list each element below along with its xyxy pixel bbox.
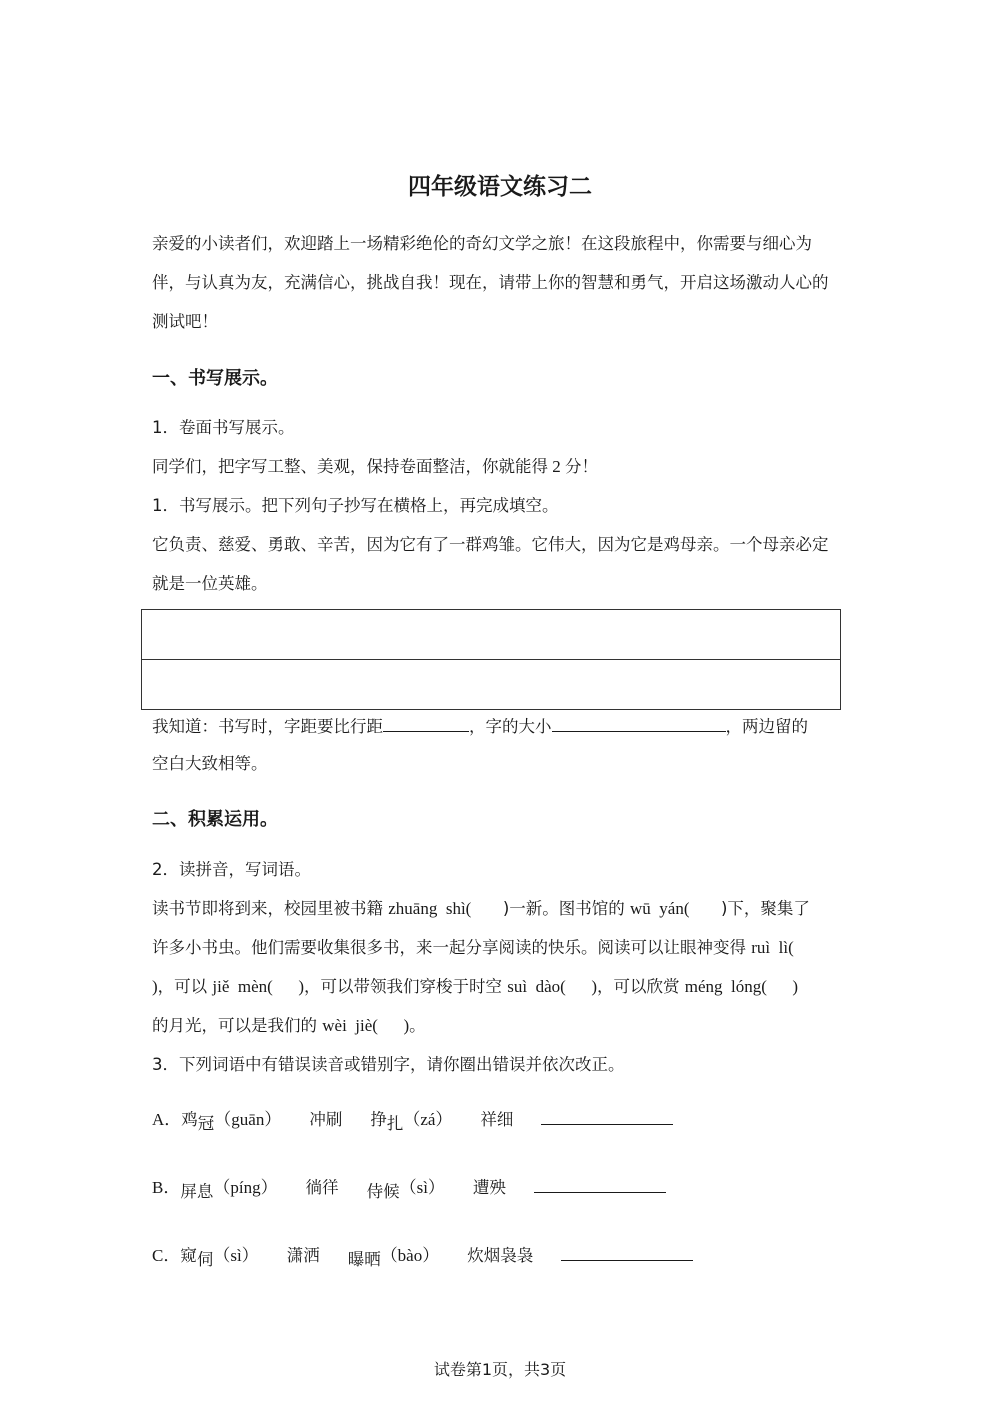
note-text-b: 分！ bbox=[565, 457, 598, 476]
fill-text-b: ，字的大小 bbox=[469, 717, 552, 736]
q2-line-2: 许多小书虫。他们需要收集很多书，来一起分享阅读的快乐。阅读可以让眼神变得 ruì lì( bbox=[152, 938, 794, 957]
writing-line-1[interactable] bbox=[142, 610, 840, 659]
writing-grid[interactable] bbox=[141, 609, 841, 710]
fill-text-a: 我知道：书写时，字距要比行距 bbox=[152, 717, 383, 736]
pinyin-suidao[interactable]: suì dào( bbox=[507, 977, 566, 996]
fill-text-c: ，两边留的 bbox=[725, 717, 808, 736]
writing-line-2[interactable] bbox=[142, 659, 840, 709]
fill-blank-2[interactable] bbox=[552, 715, 726, 732]
answer-blank-c[interactable] bbox=[561, 1244, 693, 1261]
question-2-title: 2．读拼音，写词语。 bbox=[152, 860, 311, 879]
note-score: 2 bbox=[552, 457, 561, 476]
pinyin-ruili[interactable]: ruì lì( bbox=[751, 938, 794, 957]
option-c[interactable]: C．窥伺（sì） 潇洒 曝晒（bào） 炊烟袅袅 bbox=[152, 1244, 693, 1266]
fill-line bbox=[152, 715, 808, 737]
question-1-title: 1．卷面书写展示。 bbox=[152, 418, 295, 437]
intro-paragraph: 亲爱的小读者们，欢迎踏上一场精彩绝伦的奇幻文学之旅！在这段旅程中，你需要与细心为伴，与认真为友，充满信心，挑战自我！现在，请带上你的智慧和勇气，开启这场激动人心的测试吧！ bbox=[152, 234, 829, 331]
question-1b-title: 1．书写展示。把下列句子抄写在横格上，再完成填空。 bbox=[152, 496, 559, 515]
section-heading-2: 二、积累运用。 bbox=[152, 809, 278, 830]
pinyin-menglong[interactable]: méng lóng( bbox=[684, 977, 767, 996]
answer-blank-a[interactable] bbox=[541, 1108, 673, 1125]
question-1-note bbox=[152, 457, 598, 477]
option-b[interactable]: B．屏息（píng） 徜徉 侍候（sì） 遭殃 bbox=[152, 1176, 666, 1198]
pinyin-zhuangshi[interactable]: zhuāng shì( bbox=[388, 899, 472, 918]
pinyin-wuyan[interactable]: wū yán( bbox=[630, 899, 690, 918]
q2-line-4: 的月光，可以是我们的 wèi jiè( )。 bbox=[152, 1016, 426, 1035]
copy-passage: 它负责、慈爱、勇敢、辛苦，因为它有了一群鸡雏。它伟大，因为它是鸡母亲。一个母亲必定就是一位英雄。 bbox=[152, 535, 829, 593]
answer-blank-b[interactable] bbox=[534, 1176, 666, 1193]
question-3-title: 3．下列词语中有错误读音或错别字，请你圈出错误并依次改正。 bbox=[152, 1055, 625, 1074]
section-heading-1: 一、书写展示。 bbox=[152, 368, 278, 389]
fill-line-cont: 空白大致相等。 bbox=[152, 754, 268, 773]
note-text-a: 同学们，把字写工整、美观，保持卷面整洁，你就能得 bbox=[152, 457, 548, 476]
pinyin-weijie[interactable]: wèi jiè( bbox=[322, 1016, 378, 1035]
q2-line-3: )，可以 jiě mèn( )，可以带领我们穿梭于时空 suì dào( )，可以欣赏 méng lóng( ) bbox=[152, 977, 799, 996]
page-title: 四年级语文练习二 bbox=[408, 174, 592, 200]
fill-blank-1[interactable] bbox=[383, 715, 469, 732]
q2-line-1: 读书节即将到来，校园里被书籍 zhuāng shì( )一新。图书馆的 wū yán( )下，聚集了 bbox=[152, 899, 810, 918]
option-a[interactable]: A．鸡冠（guān） 冲刷 挣扎（zá） 祥细 bbox=[152, 1108, 673, 1130]
page-footer: 试卷第1页，共3页 bbox=[433, 1360, 567, 1379]
pinyin-jiemen[interactable]: jiě mèn( bbox=[212, 977, 273, 996]
